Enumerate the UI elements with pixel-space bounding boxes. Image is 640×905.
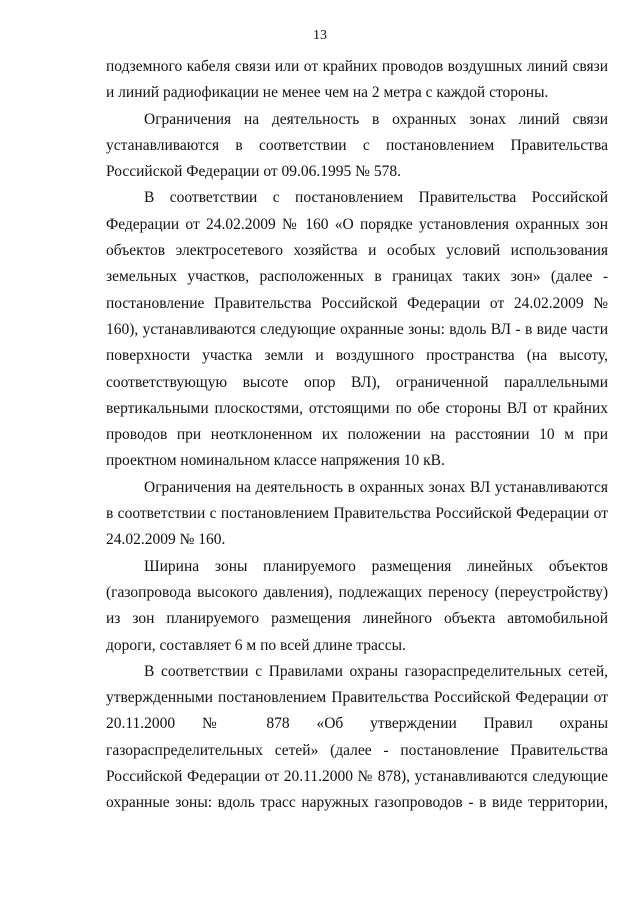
paragraph-power-line-protection-zones: В соответствии с постановлением Правительства Российской Федерации от 24.02.2009 № 160 «О порядке установления охранных зон объектов электросетевого хозяйства и особых условий использования земельных участков, расположенных в границах таких зон» (далее - постановление Правительства Российской Федерации от 24.02.2009 № 160), устанавливаются следующие охранные зоны: вдоль ВЛ - в виде части поверхности участка земли и воздушного пространства (на высоту, соответствующую высоте опор ВЛ), ограниченной параллельными вертикальными плоскостями, отстоящими по обе стороны ВЛ от крайних проводов при неотклоненном их положении на расстоянии 10 м при проектном номинальном классе напряжения 10 кВ. <box>106 189 608 470</box>
document-body <box>106 54 608 817</box>
paragraph-gas-distribution-protection-zones: В соответствии с Правилами охраны газораспределительных сетей, утвержденными постановлением Правительства Российской Федерации от 20.11.2000 № 878 «Об утверждении Правил охраны газораспределительных сетей» (далее - постановление Правительства Российской Федерации от 20.11.2000 № 878), устанавливаются следующие охранные зоны: вдоль трасс наружных газопроводов - в виде территории, <box>106 662 608 812</box>
paragraph-power-line-restrictions: Ограничения на деятельность в охранных зонах ВЛ устанавливаются в соответствии с постановлением Правительства Российской Федерации от 24.02.2009 № 160. <box>106 478 608 549</box>
paragraph-gas-pipeline-zone-width: Ширина зоны планируемого размещения линейных объектов (газопровода высокого давления), подлежащих переносу (переустройству) из зон планируемого размещения линейного объекта автомобильной дороги, составляет 6 м по всей длине трассы. <box>106 557 608 654</box>
paragraph-communication-lines-restrictions: Ограничения на деятельность в охранных зонах линий связи устанавливаются в соответствии с постановлением Правительства Российской Федерации от 09.06.1995 № 578. <box>106 110 608 181</box>
paragraph-continuation: подземного кабеля связи или от крайних проводов воздушных линий связи и линий радиофикации не менее чем на 2 метра с каждой стороны. <box>106 58 608 102</box>
page-number: 13 <box>313 28 327 43</box>
